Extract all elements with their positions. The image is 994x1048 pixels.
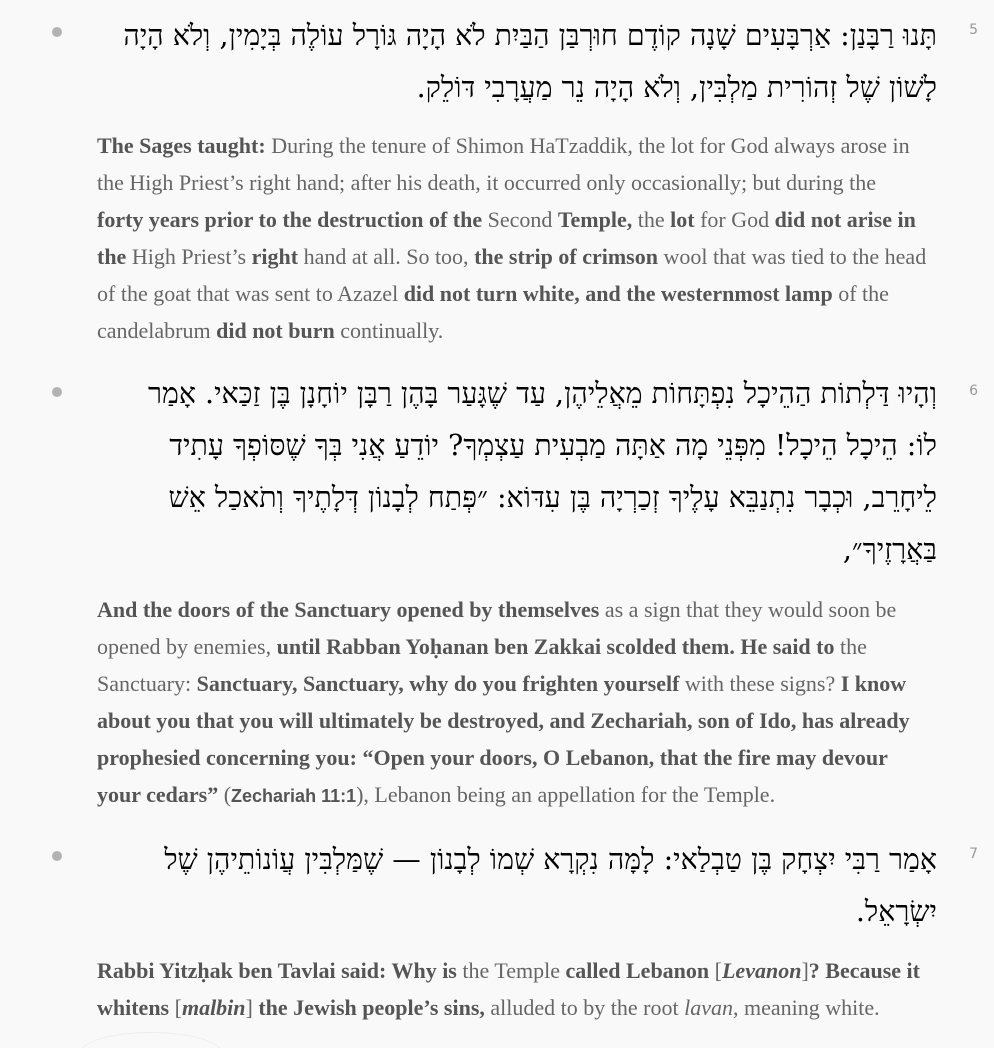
text-run: of the: [832, 281, 889, 306]
text-run: the Temple: [456, 958, 566, 983]
bold-run: called Lebanon: [565, 958, 710, 983]
hebrew-line: וְהָיוּ דַּלְתוֹת הַהֵיכָל נִפְתָּחוֹת מֵאֲלֵיהֶן, עַד שֶׁגָּעַר בָּהֶן רַבָּן יוֹחָנָן בֶּן זַכַּאי. אָמַר: [147, 377, 937, 410]
bold-run: [182, 995, 246, 1020]
english-line: [97, 776, 937, 813]
bold-run: [722, 958, 801, 983]
text-run: for God: [694, 207, 775, 232]
bold-run: lot: [670, 207, 695, 232]
bold-run: the: [97, 244, 127, 269]
hebrew-line: בַּאֲרָזֶיךָ״,: [842, 533, 937, 566]
bold-run: right: [251, 244, 299, 269]
english-translation: [97, 591, 937, 813]
english-line: [97, 665, 937, 702]
segment-number[interactable]: 7: [969, 846, 978, 862]
text-run: of the goat that was sent to Azazel: [97, 281, 404, 306]
hebrew-line: יִשְׂרָאֵל.: [855, 895, 937, 928]
bold-run: The Sages taught:: [97, 133, 266, 158]
text-run: ]: [245, 995, 259, 1020]
english-line: [97, 238, 937, 275]
bold-run: ? Because it: [808, 958, 920, 983]
text-run: Sanctuary:: [97, 671, 197, 696]
bold-run: your cedars”: [97, 782, 219, 807]
english-line: [97, 739, 937, 776]
text-run: High Priest’s: [126, 244, 252, 269]
text-run: ), Lebanon being an appellation for the Temple.: [356, 782, 776, 807]
text-run: opened by enemies,: [97, 634, 277, 659]
hebrew-line: לֵיחָרֵב, וּכְבָר נִתְנַבֵּא עָלֶיךָ זְכַרְיָה בֶּן עִדּוֹא: ״פְּתַח לְבָנוֹן דְּלָתֶיךָ וְתֹאכַל אֵשׁ: [168, 481, 937, 514]
bold-run: I know: [840, 671, 907, 696]
hebrew-line: לָשׁוֹן שֶׁל זְהוֹרִית מַלְבִּין, וְלֹא הָיָה נֵר מַעֲרָבִי דּוֹלֵק.: [416, 71, 937, 104]
italic-term: Levanon: [721, 958, 802, 983]
text-run: the: [834, 634, 867, 659]
italic-term: lavan: [684, 995, 733, 1020]
hebrew-line: לוֹ: הֵיכָל הֵיכָל! מִפְּנֵי מָה אַתָּה מַבְעִית עַצְמְךָ? יוֹדֵעַ אֲנִי בְּךָ שֶׁסּוֹפְךָ עָתִיד: [169, 429, 937, 462]
hebrew-text: [97, 368, 937, 576]
bold-run: Rabbi Yitzḥak ben Tavlai said: Why is: [97, 958, 457, 983]
english-line: [97, 952, 937, 989]
text-run: Second: [482, 207, 558, 232]
bold-run: forty years prior to the destruction of the: [97, 207, 483, 232]
italic-term: malbin: [181, 995, 246, 1020]
hebrew-line: אָמַר רַבִּי יִצְחָק בֶּן טַבְלַאי: לָמָּה נִקְרָא שְׁמוֹ לְבָנוֹן — שֶׁמַּלְבִּין עֲוֹנוֹתֵיהֶן שֶׁל: [164, 843, 937, 876]
bold-run: did not turn white, and the westernmost lamp: [403, 281, 833, 306]
segment-bullet[interactable]: [52, 851, 62, 861]
english-line: [97, 312, 937, 349]
english-line: [97, 989, 937, 1026]
english-line: [97, 275, 937, 312]
english-line: [97, 702, 937, 739]
text-run: [: [709, 958, 722, 983]
partial-circle-decoration: [80, 1032, 222, 1048]
english-line: [97, 127, 937, 164]
english-line: [97, 591, 937, 628]
segment-number[interactable]: 6: [969, 383, 978, 399]
text-run: , meaning white.: [732, 995, 880, 1020]
text-run: alluded to by the root: [484, 995, 685, 1020]
english-translation: [97, 952, 937, 1026]
text-run: candelabrum: [97, 318, 217, 343]
segment-bullet[interactable]: [52, 27, 62, 37]
bold-run: prophesied concerning you: “Open your doors, O Lebanon, that the fire may devour: [97, 745, 888, 770]
text-run: hand at all. So too,: [298, 244, 475, 269]
bold-run: And the doors of the Sanctuary opened by themselves: [97, 597, 600, 622]
bold-run: Temple,: [557, 207, 633, 232]
bold-run: did not burn: [216, 318, 335, 343]
hebrew-line: תָּנוּ רַבָּנַן: אַרְבָּעִים שָׁנָה קוֹדֶם חוּרְבַּן הַבַּיִת לֹא הָיָה גּוֹרָל עוֹלֶה בְּיָמִין, וְלֹא הָיָה: [123, 19, 937, 52]
text-run: the High Priest’s right hand; after his death, it occurred only occasionally; but during the: [97, 170, 876, 195]
text-run: as a sign that they would soon be: [599, 597, 897, 622]
text-run: During the tenure of Shimon HaTzaddik, the lot for God always arose in: [265, 133, 910, 158]
bold-run: about you that you will ultimately be destroyed, and Zechariah, son of Ido, has already: [97, 708, 910, 733]
hebrew-text: [97, 10, 937, 114]
english-line: [97, 201, 937, 238]
bold-run: until Rabban Yoḥanan ben Zakkai scolded them. He said to: [276, 634, 835, 659]
text-run: ]: [801, 958, 809, 983]
segment-bullet[interactable]: [52, 387, 62, 397]
hebrew-text: [97, 834, 937, 938]
segment-number[interactable]: 5: [969, 22, 978, 38]
text-run: the: [632, 207, 671, 232]
english-line: [97, 164, 937, 201]
bold-run: the strip of crimson: [474, 244, 658, 269]
citation-link[interactable]: Zechariah 11:1: [231, 786, 357, 806]
bold-run: Sanctuary, Sanctuary, why do you frighten yourself: [196, 671, 680, 696]
text-run: with these signs?: [679, 671, 841, 696]
english-line: [97, 628, 937, 665]
text-run: wool that was tied to the head: [657, 244, 927, 269]
text-run: (: [218, 782, 232, 807]
text-run: continually.: [334, 318, 444, 343]
bold-run: whitens: [97, 995, 170, 1020]
bold-run: did not arise in: [774, 207, 916, 232]
english-translation: [97, 127, 937, 349]
text-run: [: [169, 995, 182, 1020]
bold-run: the Jewish people’s sins,: [258, 995, 485, 1020]
